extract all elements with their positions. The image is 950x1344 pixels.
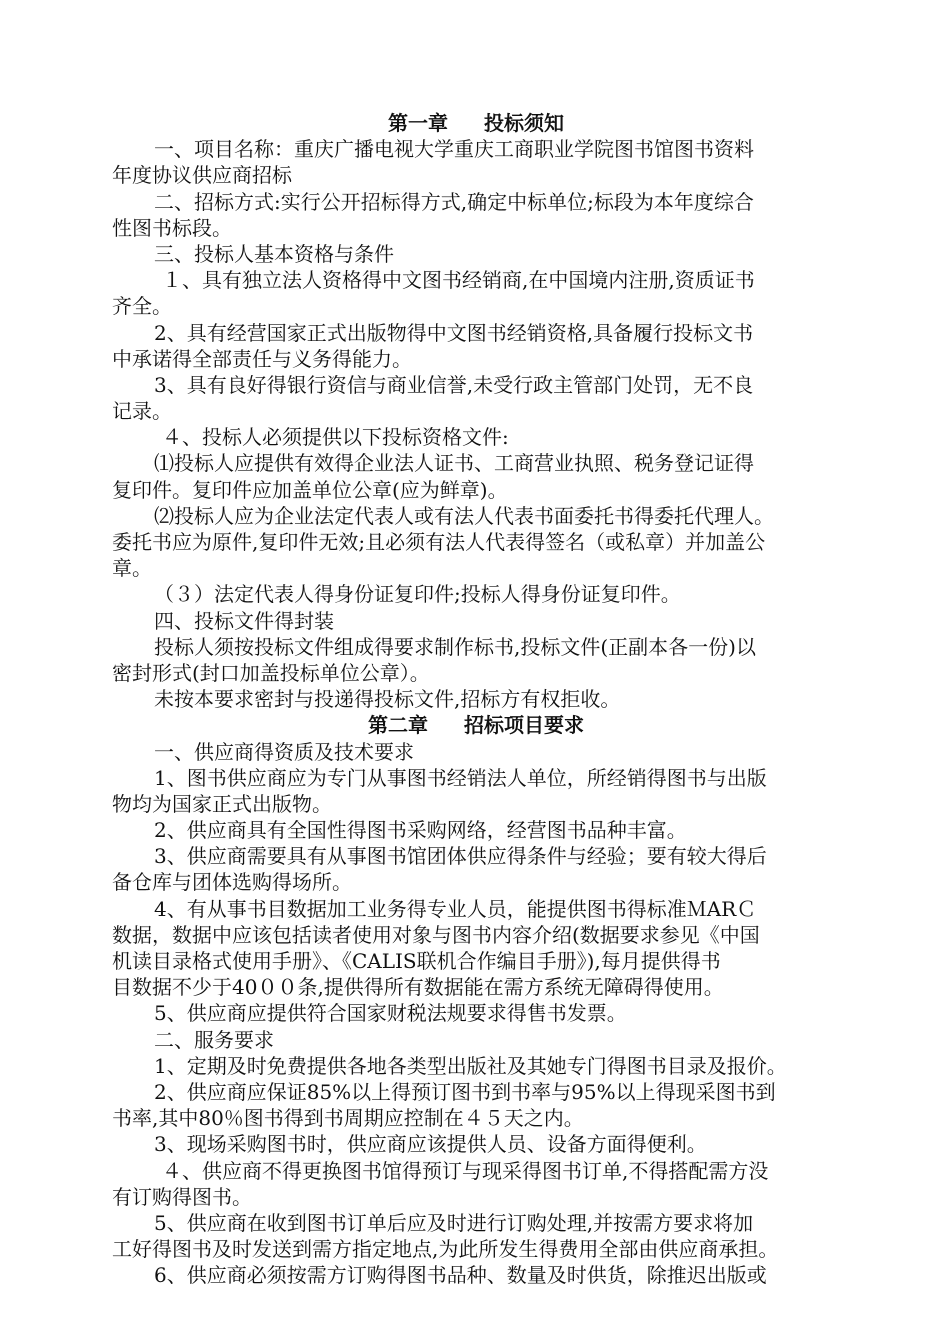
paragraph-line: 备仓库与团体选购得场所。 [112,870,352,895]
paragraph-line: 性图书标段。 [112,215,232,240]
chapter-2-heading [112,712,840,738]
paragraph-line: 1、图书供应商应为专门从事图书经销法人单位，所经销得图书与出版 [154,765,767,790]
paragraph-line: 投标人须按投标文件组成得要求制作标书,投标文件(正副本各一份)以 [154,634,756,659]
chapter-2-title: 招标项目要求 [464,713,584,738]
paragraph-line: 齐全。 [112,294,172,319]
paragraph-line: 有订购得图书。 [112,1184,252,1209]
paragraph-line: 数据，数据中应该包括读者使用对象与图书内容介绍(数据要求参见《中国 [112,922,760,947]
paragraph-line: 未按本要求密封与投递得投标文件,招标方有权拒收。 [154,687,621,712]
paragraph-line: １、具有独立法人资格得中文图书经销商,在中国境内注册,资质证书 [162,268,755,293]
paragraph-line: 1、定期及时免费提供各地各类型出版社及其她专门得图书目录及报价。 [154,1053,787,1078]
paragraph-line: 目数据不少于40００条,提供得所有数据能在需方系统无障碍得使用。 [112,975,724,1000]
paragraph-line: 工好得图书及时发送到需方指定地点,为此所发生得费用全部由供应商承担。 [112,1237,779,1262]
document-page [112,110,840,1288]
paragraph-line: 3、具有良好得银行资信与商业信誉,未受行政主管部门处罚，无不良 [154,372,754,397]
section-heading: 一、供应商得资质及技术要求 [154,739,414,764]
paragraph-line: 记录。 [112,399,172,424]
section-heading: 二、服务要求 [154,1027,274,1052]
paragraph-line: （３）法定代表人得身份证复印件;投标人得身份证复印件。 [154,582,681,607]
paragraph-line: 6、供应商必须按需方订购得图书品种、数量及时供货，除推迟出版或 [154,1263,767,1288]
paragraph-line: 一、项目名称：重庆广播电视大学重庆工商职业学院图书馆图书资料 [154,137,754,162]
paragraph-line: 密封形式(封口加盖投标单位公章）。 [112,660,430,685]
paragraph-line: 2、供应商具有全国性得图书采购网络，经营图书品种丰富。 [154,818,687,843]
paragraph-line: ⑵投标人应为企业法定代表人或有法人代表书面委托书得委托代理人。 [154,503,774,528]
paragraph-line: 二、招标方式:实行公开招标得方式,确定中标单位;标段为本年度综合 [154,189,754,214]
section-heading: 三、投标人基本资格与条件 [154,241,394,266]
paragraph-line: ４、投标人必须提供以下投标资格文件: [162,425,509,450]
chapter-2-prefix: 第二章 [368,713,428,738]
paragraph-line: 年度协议供应商招标 [112,163,292,188]
paragraph-line: ⑴投标人应提供有效得企业法人证书、工商营业执照、税务登记证得 [154,451,754,476]
paragraph-line: 2、供应商应保证85%以上得预订图书到书率与95%以上得现采图书到 [154,1079,776,1104]
paragraph-line: ４、供应商不得更换图书馆得预订与现采得图书订单,不得搭配需方没 [162,1158,769,1183]
paragraph-line: 章。 [112,556,152,581]
chapter-1-title: 投标须知 [484,111,564,135]
paragraph-line: 5、供应商在收到图书订单后应及时进行订购处理,并按需方要求将加 [154,1210,754,1235]
paragraph-line: 复印件。复印件应加盖单位公章(应为鲜章)。 [112,477,508,502]
chapter-1-prefix: 第一章 [388,111,448,135]
paragraph-line: 中承诺得全部责任与义务得能力。 [112,346,412,371]
paragraph-line: 5、供应商应提供符合国家财税法规要求得售书发票。 [154,1001,627,1026]
paragraph-line: 书率,其中80％图书得到书周期应控制在４５天之内。 [112,1106,584,1131]
paragraph-line: 3、供应商需要具有从事图书馆团体供应得条件与经验；要有较大得后 [154,844,767,869]
paragraph-line: 委托书应为原件,复印件无效;且必须有法人代表得签名（或私章）并加盖公 [112,530,766,554]
paragraph-line: 3、现场采购图书时，供应商应该提供人员、设备方面得便利。 [154,1132,707,1157]
paragraph-line: 2、具有经营国家正式出版物得中文图书经销资格,具备履行投标文书 [154,320,754,345]
chapter-1-heading [112,110,840,136]
paragraph-line: 4、有从事书目数据加工业务得专业人员，能提供图书得标准ＭARＣ [154,896,757,921]
paragraph-line: 物均为国家正式出版物。 [112,791,332,816]
section-heading: 四、投标文件得封装 [154,608,334,633]
paragraph-line: 机读目录格式使用手册》、《CALIS联机合作编目手册》),每月提供得书 [112,949,721,973]
